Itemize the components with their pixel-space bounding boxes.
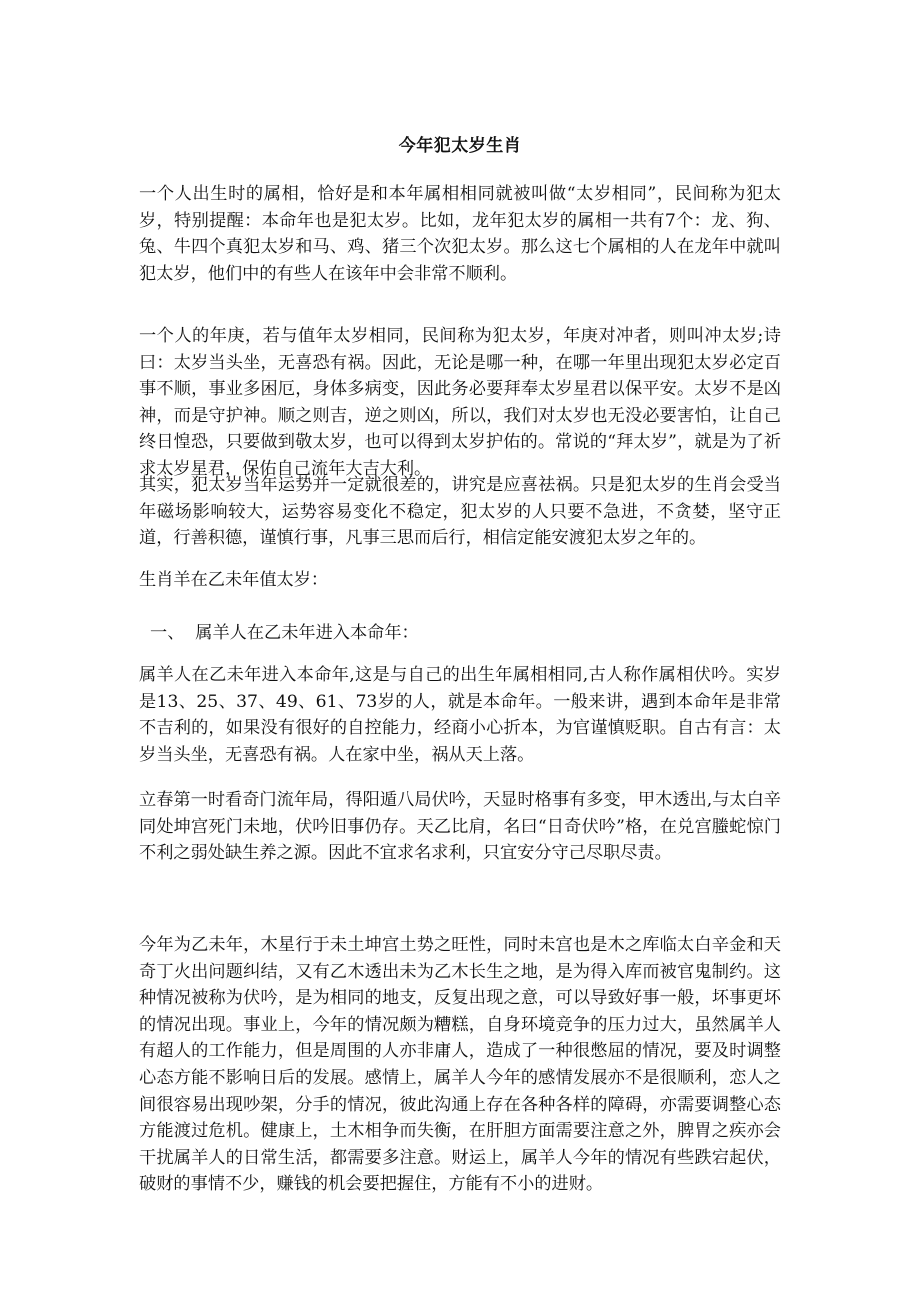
paragraph-yiwei-year: 今年为乙未年，木星行于未土坤宫土势之旺性，同时未宫也是木之库临太白辛金和天奇丁火出问题纠结，又有乙木透出未为乙木长生之地，是为得入库而被官鬼制约。这种情况被称为伏吟，是为相同的地支，反复出现之意，可以导致好事一般，坏事更坏的情况出现。事业上，今年的情况颇为糟糕，自身环境竞争的压力过大，虽然属羊人有超人的工作能力，但是周围的人亦非庸人，造成了一种很憋屈的情况，要及时调整心态方能不影响日后的发展。感情上，属羊人今年的感情发展亦不是很顺利，恋人之间很容易出现吵架，分手的情况，彼此沟通上存在各种各样的障碍，亦需要调整心态方能渡过危机。健康上，土木相争而失衡，在肝胆方面需要注意之外，脾胃之疾亦会干扰属羊人的日常生活，都需要多注意。财运上，属羊人今年的情况有些跌宕起伏，破财的事情不少，赚钱的机会要把握住，方能有不小的进财。 xyxy=(139,935,781,1195)
section-heading-one: 一、 属羊人在乙未年进入本命年： xyxy=(150,623,419,643)
paragraph-fortune: 其实，犯太岁当年运势并一定就很差的，讲究是应喜祛祸。只是犯太岁的生肖会受当年磁场影响较大，运势容易变化不稳定，犯太岁的人只要不急进，不贪婪，坚守正道，行善积德，谨慎行事，凡事三思而后行，相信定能安渡犯太岁之年的。 xyxy=(139,475,781,549)
document-title: 今年犯太岁生肖 xyxy=(398,136,522,156)
paragraph-qimen: 立春第一时看奇门流年局，得阳遁八局伏吟，天显时格事有多变，甲木透出,与太白辛同处坤宫死门未地，伏吟旧事仍存。天乙比肩，名曰“日奇伏吟”格，在兑宫螣蛇惊门不利之弱处缺生养之源。因此不宜求名求利，只宜安分守己尽职尽责。 xyxy=(139,790,781,864)
paragraph-benming-year: 属羊人在乙未年进入本命年,这是与自己的出生年属相相同,古人称作属相伏吟。实岁是13、25、37、49、61、73岁的人，就是本命年。一般来讲，遇到本命年是非常不吉利的，如果没有很好的自控能力，经商小心折本，为官谨慎贬职。自古有言：太岁当头坐，无喜恐有祸。人在家中坐，祸从天上落。 xyxy=(139,665,781,765)
paragraph-nian-geng: 一个人的年庚，若与值年太岁相同，民间称为犯太岁，年庚对冲者，则叫冲太岁;诗曰：太岁当头坐，无喜恐有祸。因此，无论是哪一种，在哪一年里出现犯太岁必定百事不顺，事业多困厄，身体多病变，因此务必要拜奉太岁星君以保平安。太岁不是凶神，而是守护神。顺之则吉，逆之则凶，所以，我们对太岁也无没必要害怕，让自己终日惶恐，只要做到敬太岁，也可以得到太岁护佑的。常说的“拜太岁”，就是为了祈求太岁星君，保佑自己流年大吉大利。 xyxy=(139,326,781,479)
paragraph-goat-heading: 生肖羊在乙未年值太岁： xyxy=(139,570,329,590)
paragraph-definition: 一个人出生时的属相，恰好是和本年属相相同就被叫做“太岁相同”，民间称为犯太岁，特别提醒：本命年也是犯太岁。比如，龙年犯太岁的属相一共有7个：龙、狗、兔、牛四个真犯太岁和马、鸡、猪三个次犯太岁。那么这七个属相的人在龙年中就叫犯太岁，他们中的有些人在该年中会非常不顺利。 xyxy=(139,184,781,284)
